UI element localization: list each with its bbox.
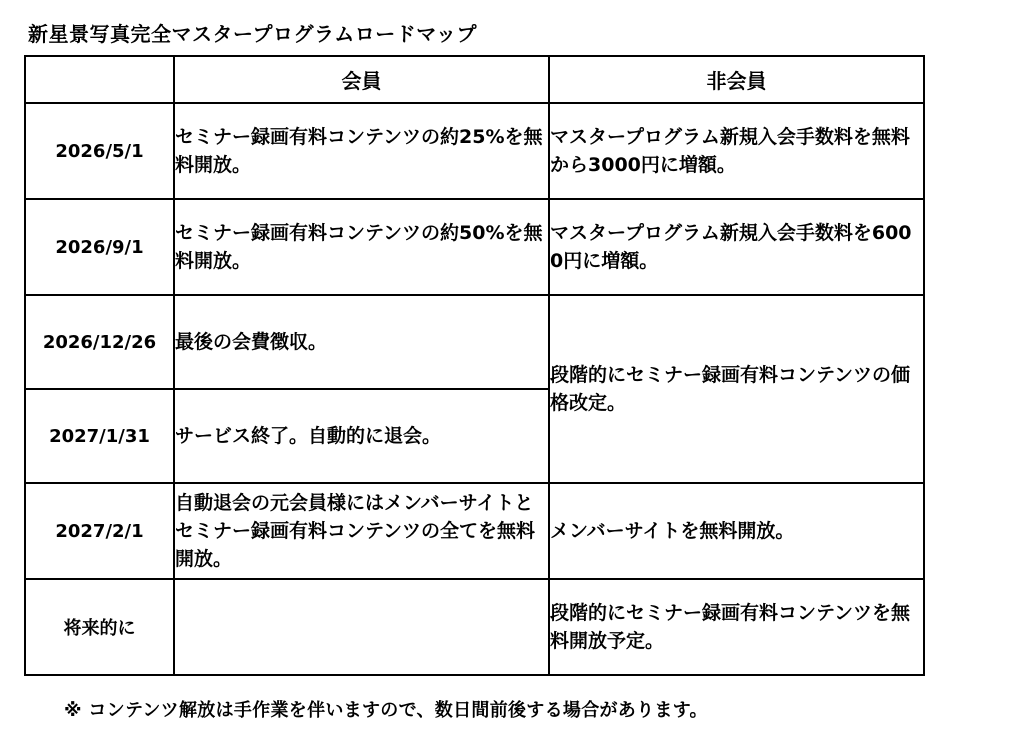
row-date: 2026/9/1: [25, 199, 174, 295]
table-row: [25, 579, 924, 675]
row-date: 2027/2/1: [25, 483, 174, 579]
non-member-cell: メンバーサイトを無料開放。: [549, 483, 924, 579]
table-row: [25, 295, 924, 389]
header-blank-cell: [25, 56, 174, 103]
non-member-cell: マスタープログラム新規入会手数料を無料から3000円に増額。: [549, 103, 924, 199]
member-cell: [174, 579, 549, 675]
row-date: 2027/1/31: [25, 389, 174, 483]
non-member-cell: 段階的にセミナー録画有料コンテンツを無料開放予定。: [549, 579, 924, 675]
non-member-cell: マスタープログラム新規入会手数料を6000円に増額。: [549, 199, 924, 295]
row-date: 2026/5/1: [25, 103, 174, 199]
member-cell: セミナー録画有料コンテンツの約25%を無料開放。: [174, 103, 549, 199]
member-cell: サービス終了。自動的に退会。: [174, 389, 549, 483]
header-non-member: 非会員: [549, 56, 924, 103]
table-row: [25, 199, 924, 295]
page-title: 新星景写真完全マスタープログラムロードマップ: [28, 22, 477, 46]
member-cell: 自動退会の元会員様にはメンバーサイトとセミナー録画有料コンテンツの全てを無料開放。: [174, 483, 549, 579]
table-header-row: [25, 56, 924, 103]
row-date: 2026/12/26: [25, 295, 174, 389]
row-date: 将来的に: [25, 579, 174, 675]
table-row: [25, 103, 924, 199]
non-member-cell: 段階的にセミナー録画有料コンテンツの価格改定。: [549, 295, 924, 483]
table-row: [25, 483, 924, 579]
footnote: ※ コンテンツ解放は手作業を伴いますので、数日間前後する場合があります。: [64, 700, 708, 721]
member-cell: セミナー録画有料コンテンツの約50%を無料開放。: [174, 199, 549, 295]
header-member: 会員: [174, 56, 549, 103]
member-cell: 最後の会費徴収。: [174, 295, 549, 389]
roadmap-table: [24, 55, 925, 676]
